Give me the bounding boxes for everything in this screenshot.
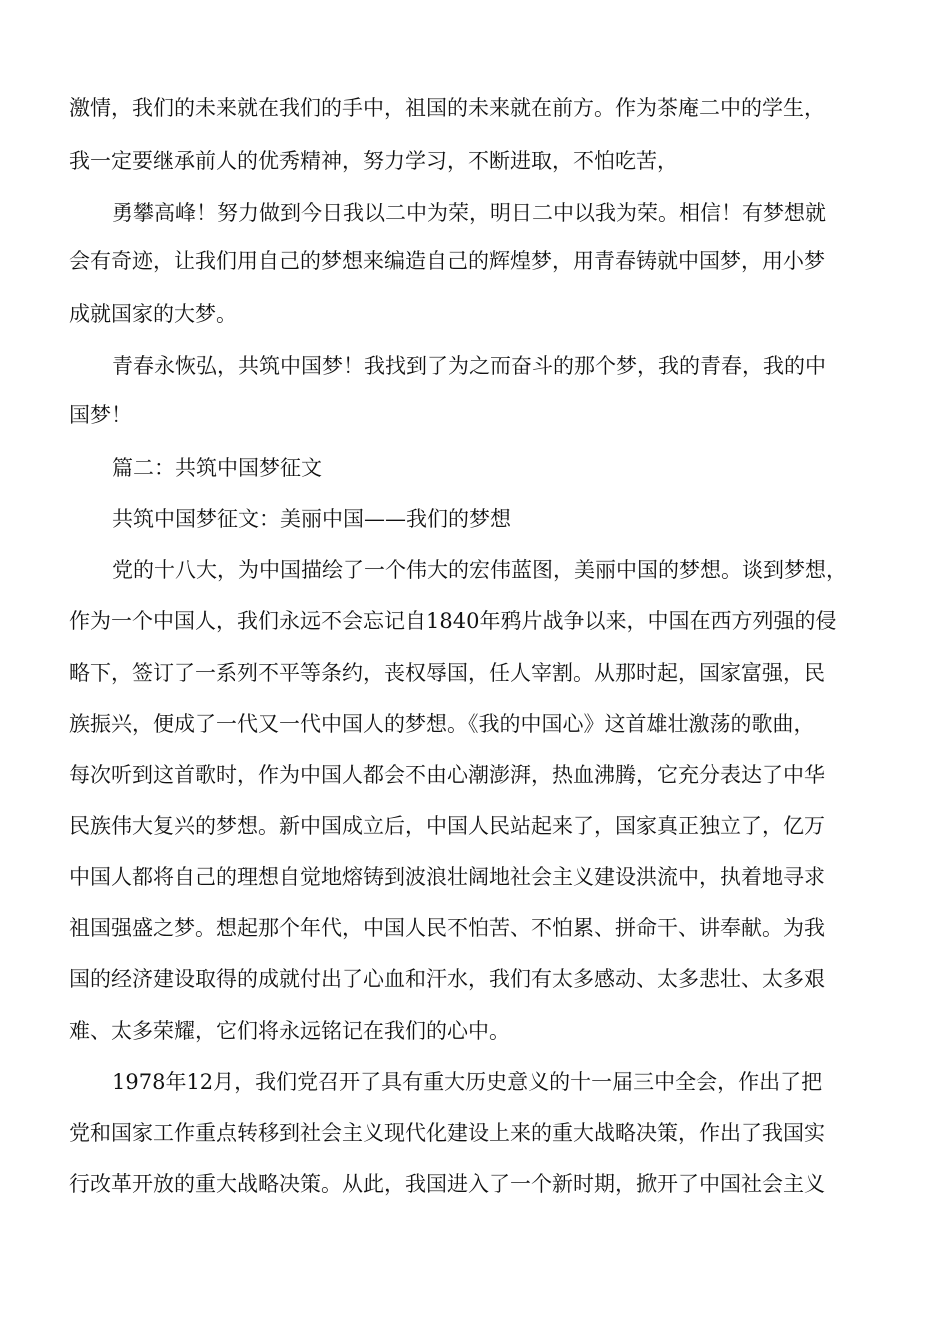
text-line: 略下，签订了一系列不平等条约，丧权辱国，任人宰割。从那时起，国家富强，民 bbox=[69, 661, 825, 685]
text-line: 行改革开放的重大战略决策。从此，我国进入了一个新时期，掀开了中国社会主义 bbox=[69, 1172, 825, 1196]
text-line: 国的经济建设取得的成就付出了心血和汗水，我们有太多感动、太多悲壮、太多艰 bbox=[69, 967, 825, 991]
text-line: 族振兴，便成了一代又一代中国人的梦想。《我的中国心》这首雄壮激荡的歌曲， bbox=[69, 712, 815, 736]
text-line: 激情，我们的未来就在我们的手中，祖国的未来就在前方。作为茶庵二中的学生， bbox=[69, 96, 825, 120]
text-line: 成就国家的大梦。 bbox=[69, 302, 237, 326]
paragraph-first-line: 1978年12月，我们党召开了具有重大历史意义的十一届三中全会，作出了把 bbox=[112, 1070, 823, 1094]
text-line: 国梦！ bbox=[69, 403, 132, 427]
text-line: 会有奇迹，让我们用自己的梦想来编造自己的辉煌梦，用青春铸就中国梦，用小梦 bbox=[69, 249, 825, 273]
text-line: 民族伟大复兴的梦想。新中国成立后，中国人民站起来了，国家真正独立了，亿万 bbox=[69, 814, 825, 838]
text-line: 每次听到这首歌时，作为中国人都会不由心潮澎湃，热血沸腾，它充分表达了中华 bbox=[69, 763, 825, 787]
paragraph-first-line: 勇攀高峰！努力做到今日我以二中为荣，明日二中以我为荣。相信！有梦想就 bbox=[112, 201, 826, 225]
paragraph-first-line: 党的十八大，为中国描绘了一个伟大的宏伟蓝图，美丽中国的梦想。谈到梦想， bbox=[112, 558, 847, 582]
text-line: 中国人都将自己的理想自觉地熔铸到波浪壮阔地社会主义建设洪流中，执着地寻求 bbox=[69, 865, 825, 889]
text-line: 党和国家工作重点转移到社会主义现代化建设上来的重大战略决策，作出了我国实 bbox=[69, 1121, 825, 1145]
essay-title: 共筑中国梦征文：美丽中国——我们的梦想 bbox=[112, 507, 511, 531]
text-line: 我一定要继承前人的优秀精神，努力学习，不断进取，不怕吃苦， bbox=[69, 149, 678, 173]
text-line: 作为一个中国人，我们永远不会忘记自1840年鸦片战争以来，中国在西方列强的侵 bbox=[69, 609, 837, 633]
section-heading: 篇二：共筑中国梦征文 bbox=[112, 456, 322, 480]
paragraph-first-line: 青春永恢弘，共筑中国梦！我找到了为之而奋斗的那个梦，我的青春，我的中 bbox=[112, 354, 826, 378]
text-line: 祖国强盛之梦。想起那个年代，中国人民不怕苦、不怕累、拼命干、讲奉献。为我 bbox=[69, 916, 825, 940]
text-line: 难、太多荣耀，它们将永远铭记在我们的心中。 bbox=[69, 1019, 510, 1043]
